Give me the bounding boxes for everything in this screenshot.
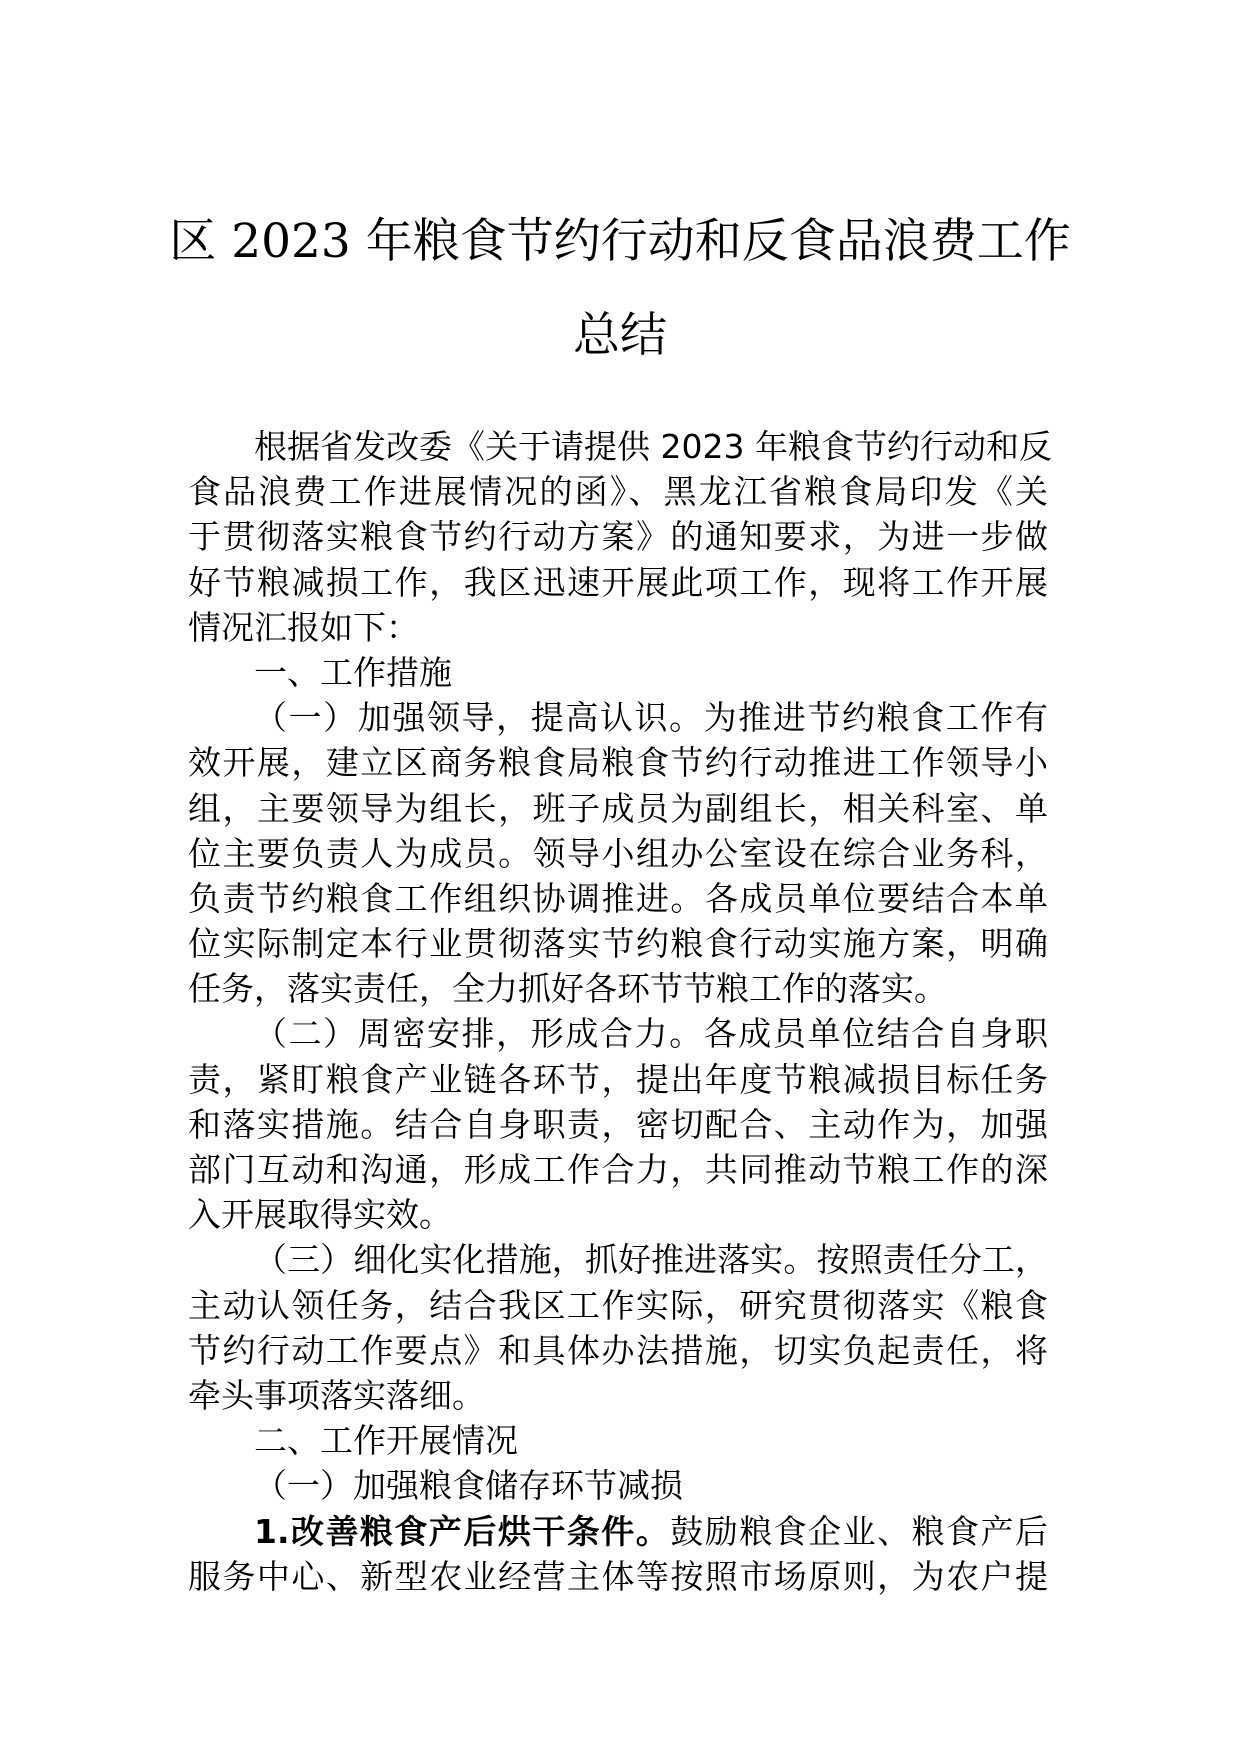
paragraph-line: 效开展，建立区商务粮食局粮食节约行动推进工作领导小 [188,743,1048,783]
bold-heading: 1.改善粮食产后烘干条件。 [254,1511,671,1551]
paragraph-line: 和落实措施。结合自身职责，密切配合、主动作为，加强 [188,1104,1048,1144]
paragraph-line: 负责节约粮食工作组织协调推进。各成员单位要结合本单 [188,878,1048,918]
paragraph-line [188,1509,1048,1554]
document-body [188,424,1052,1599]
paragraph-line: 责，紧盯粮食产业链各环节，提出年度节粮减损目标任务 [188,1059,1048,1099]
paragraph-line: 根据省发改委《关于请提供 2023 年粮食节约行动和反 [254,427,1052,466]
document-title-line-1: 区 2023 年粮食节约行动和反食品浪费工作 [169,214,1071,269]
section-heading: 二、工作开展情况 [254,1421,518,1461]
paragraph-line: 入开展取得实效。 [188,1195,452,1235]
paragraph-line: 位实际制定本行业贯彻落实节约粮食行动实施方案，明确 [188,924,1048,964]
paragraph-line: （二）周密安排，形成合力。各成员单位结合自身职 [254,1014,1048,1054]
document-title-line-2: 总结 [573,308,667,363]
paragraph-line: 位主要负责人为成员。领导小组办公室设在综合业务科， [188,833,1048,873]
paragraph-line: （一）加强领导，提高认识。为推进节约粮食工作有 [254,698,1048,738]
paragraph-line: 节约行动工作要点》和具体办法措施，切实负起责任，将 [188,1330,1048,1370]
paragraph-line: 主动认领任务，结合我区工作实际，研究贯彻落实《粮食 [188,1285,1048,1325]
subsection-heading: （一）加强粮食储存环节减损 [254,1466,683,1506]
section-heading: 一、工作措施 [254,652,452,692]
paragraph-line-text: 鼓励粮食企业、粮食产后 [670,1511,1049,1551]
paragraph-line: （三）细化实化措施，抓好推进落实。按照责任分工， [254,1240,1048,1280]
paragraph-line: 情况汇报如下： [188,607,419,647]
paragraph-line: 组，主要领导为组长，班子成员为副组长，相关科室、单 [188,788,1048,828]
paragraph-line: 任务，落实责任，全力抓好各环节节粮工作的落实。 [188,969,947,1009]
paragraph-line: 部门互动和沟通，形成工作合力，共同推动节粮工作的深 [188,1150,1048,1189]
paragraph-line: 牵头事项落实落细。 [188,1375,485,1415]
paragraph-line: 服务中心、新型农业经营主体等按照市场原则，为农户提 [188,1556,1048,1596]
paragraph-line: 食品浪费工作进展情况的函》、黑龙江省粮食局印发《关 [188,472,1048,512]
paragraph-line: 于贯彻落实粮食节约行动方案》的通知要求，为进一步做 [188,517,1048,557]
paragraph-line: 好节粮减损工作，我区迅速开展此项工作，现将工作开展 [188,562,1048,602]
